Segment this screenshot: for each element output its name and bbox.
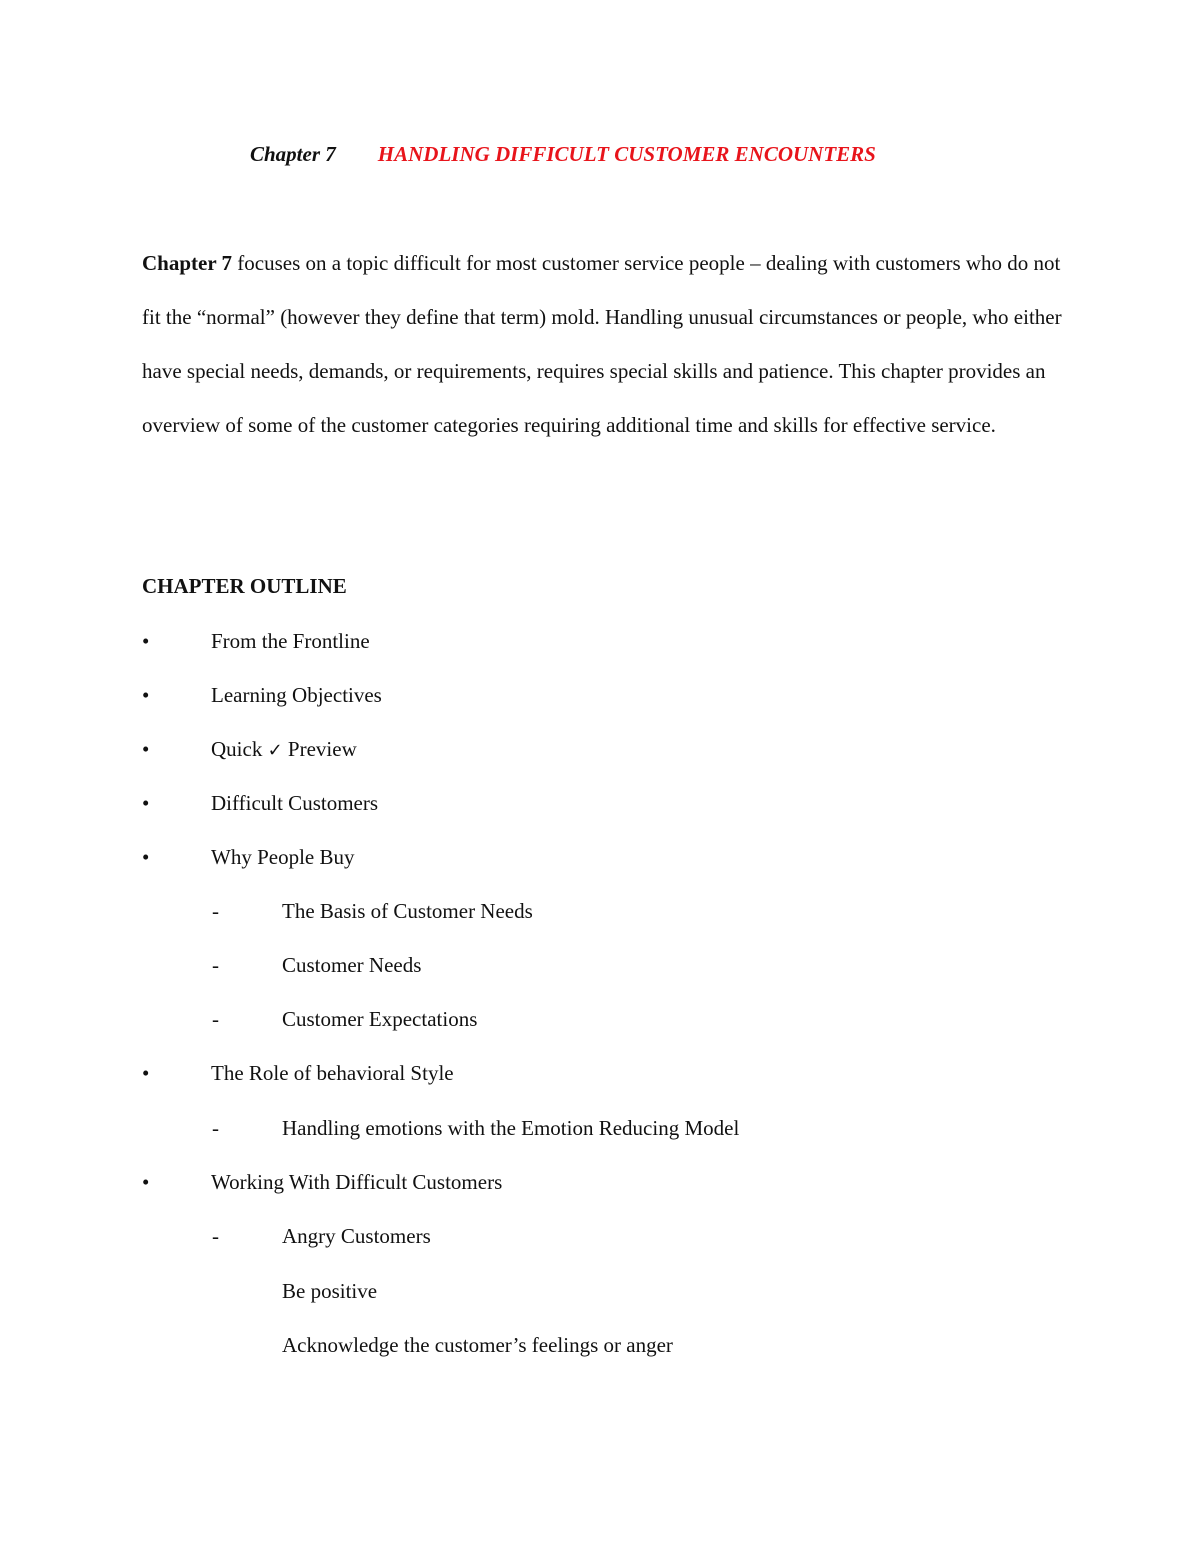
chapter-heading	[250, 142, 876, 167]
outline-item	[0, 629, 1200, 659]
outline-detail-text: Be positive	[282, 1279, 378, 1303]
chapter-title: HANDLING DIFFICULT CUSTOMER ENCOUNTERS	[377, 142, 876, 166]
dash-marker: -	[212, 953, 219, 977]
dash-marker: -	[212, 899, 219, 923]
outline-subitem-text: The Basis of Customer Needs	[282, 899, 533, 923]
outline-detail	[0, 1333, 1200, 1363]
outline-subitem	[0, 1007, 1200, 1037]
outline-subitem	[0, 899, 1200, 929]
dash-marker: -	[212, 1007, 219, 1031]
bullet-marker: •	[142, 791, 150, 815]
outline-subitem	[0, 1224, 1200, 1254]
outline-subitem	[0, 1116, 1200, 1146]
bullet-marker: •	[142, 683, 150, 707]
intro-body: focuses on a topic difficult for most customer service people – dealing with customers who do not fit the “normal” (however they define that term) mold. Handling unusual circumstances or people, who either have special needs, demands, or requirements, requires special skills and patience. This chapter provides an overview of some of the customer categories requiring additional time and skills for effective service.	[142, 251, 1062, 437]
bullet-marker: •	[142, 1170, 150, 1194]
outline-item-text-after: Preview	[282, 737, 357, 761]
outline-item-text: The Role of behavioral Style	[211, 1061, 454, 1085]
outline-subitem-text: Angry Customers	[282, 1224, 431, 1248]
outline-title: CHAPTER OUTLINE	[142, 574, 347, 598]
outline-detail	[0, 1279, 1200, 1309]
outline-subitem-text: Customer Expectations	[282, 1007, 478, 1031]
dash-marker: -	[212, 1224, 219, 1248]
chapter-label: Chapter 7	[250, 142, 336, 166]
outline-item-text	[211, 737, 357, 762]
checkmark-icon: ✓	[267, 740, 283, 761]
bullet-marker: •	[142, 1061, 150, 1085]
outline-item-text-before: Quick	[211, 737, 268, 761]
outline-detail-text: Acknowledge the customer’s feelings or anger	[282, 1333, 673, 1357]
outline-item-text: Working With Difficult Customers	[211, 1170, 503, 1194]
outline-item-text: Why People Buy	[211, 845, 355, 869]
bullet-marker: •	[142, 845, 150, 869]
intro-lead: Chapter 7	[142, 251, 233, 275]
outline-item	[0, 683, 1200, 713]
outline-item	[0, 1170, 1200, 1200]
outline-item	[0, 737, 1200, 767]
outline-subitem	[0, 953, 1200, 983]
outline-item-text: From the Frontline	[211, 629, 370, 653]
outline-subitem-text: Customer Needs	[282, 953, 422, 977]
outline-subitem-text: Handling emotions with the Emotion Reducing Model	[282, 1116, 740, 1140]
dash-marker: -	[212, 1116, 219, 1140]
outline-item-text: Learning Objectives	[211, 683, 382, 707]
bullet-marker: •	[142, 629, 150, 653]
outline-item	[0, 845, 1200, 875]
intro-paragraph	[142, 236, 1072, 452]
bullet-marker: •	[142, 737, 150, 761]
outline-item	[0, 791, 1200, 821]
outline-item	[0, 1061, 1200, 1091]
outline-item-text: Difficult Customers	[211, 791, 379, 815]
